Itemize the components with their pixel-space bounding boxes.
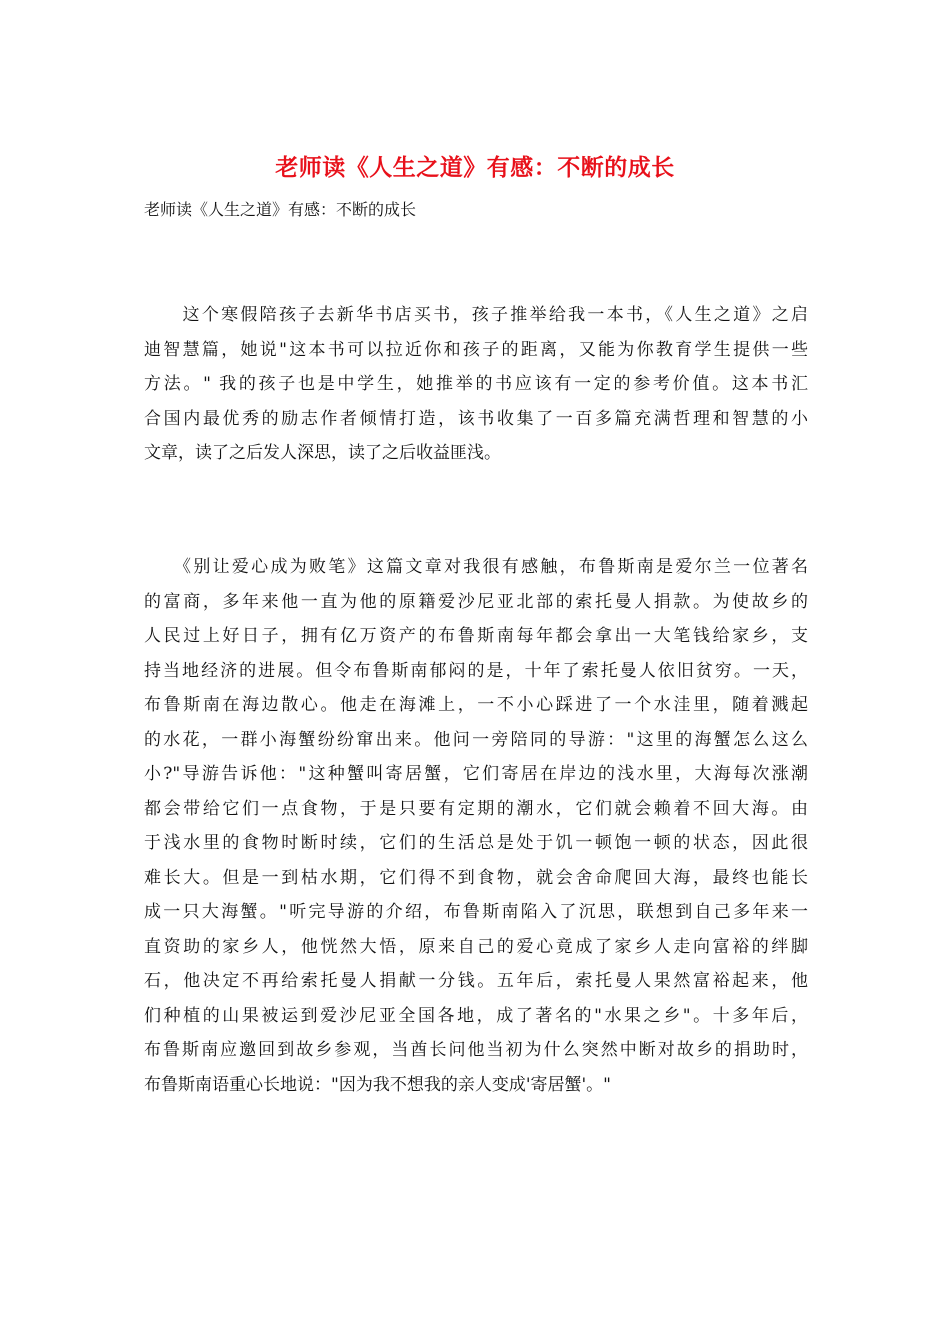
paragraph-line: 的水花，一群小海蟹纷纷窜出来。他问一旁陪同的导游："这里的海蟹怎么这么: [144, 729, 808, 750]
paragraph-line: 持当地经济的进展。但令布鲁斯南郁闷的是，十年了索托曼人依旧贫穷。一天，: [144, 660, 808, 681]
paragraph-line: 难长大。但是一到枯水期，它们得不到食物，就会舍命爬回大海，最终也能长: [144, 867, 808, 888]
paragraph-2: [144, 550, 808, 1102]
paragraph-line: 石，他决定不再给索托曼人捐献一分钱。五年后，索托曼人果然富裕起来，他: [144, 971, 808, 991]
paragraph-line: 布鲁斯南语重心长地说："因为我不想我的亲人变成'寄居蟹'。": [144, 1074, 611, 1095]
paragraph-line: 合国内最优秀的励志作者倾情打造，该书收集了一百多篇充满哲理和智慧的小: [144, 408, 808, 429]
paragraph-line: 成一只大海蟹。"听完导游的介绍，布鲁斯南陷入了沉思，联想到自己多年来一: [144, 902, 808, 922]
paragraph-line: 布鲁斯南在海边散心。他走在海滩上，一不小心踩进了一个水洼里，随着溅起: [144, 695, 808, 715]
paragraph-line: 这个寒假陪孩子去新华书店买书，孩子推举给我一本书，《人生之道》之启: [144, 305, 808, 325]
paragraph-line: 小?"导游告诉他："这种蟹叫寄居蟹，它们寄居在岸边的浅水里，大海每次涨潮: [144, 764, 808, 784]
paragraph-line: 文章，读了之后发人深思，读了之后收益匪浅。: [144, 443, 501, 463]
paragraph-1: [144, 298, 808, 471]
paragraph-line: 迪智慧篇，她说"这本书可以拉近你和孩子的距离，又能为你教育学生提供一些: [144, 339, 808, 360]
paragraph-line: 《别让爱心成为败笔》这篇文章对我很有感触，布鲁斯南是爱尔兰一位著名: [144, 557, 808, 577]
paragraph-line: 于浅水里的食物时断时续，它们的生活总是处于饥一顿饱一顿的状态，因此很: [144, 833, 808, 853]
paragraph-line: 方法。" 我的孩子也是中学生，她推举的书应该有一定的参考价值。这本书汇: [144, 374, 808, 394]
document-subtitle: 老师读《人生之道》有感：不断的成长: [144, 200, 417, 219]
paragraph-line: 人民过上好日子，拥有亿万资产的布鲁斯南每年都会拿出一大笔钱给家乡，支: [144, 626, 808, 646]
paragraph-line: 都会带给它们一点食物，于是只要有定期的潮水，它们就会赖着不回大海。由: [144, 798, 808, 819]
paragraph-line: 直资助的家乡人，他恍然大悟，原来自己的爱心竟成了家乡人走向富裕的绊脚: [144, 936, 808, 957]
paragraph-line: 的富商，多年来他一直为他的原籍爱沙尼亚北部的索托曼人捐款。为使故乡的: [144, 591, 808, 612]
paragraph-line: 们种植的山果被运到爱沙尼亚全国各地，成了著名的"水果之乡"。十多年后，: [144, 1005, 808, 1026]
document-title: 老师读《人生之道》有感：不断的成长: [275, 154, 675, 181]
paragraph-line: 布鲁斯南应邀回到故乡参观，当酋长问他当初为什么突然中断对故乡的捐助时，: [144, 1040, 808, 1060]
